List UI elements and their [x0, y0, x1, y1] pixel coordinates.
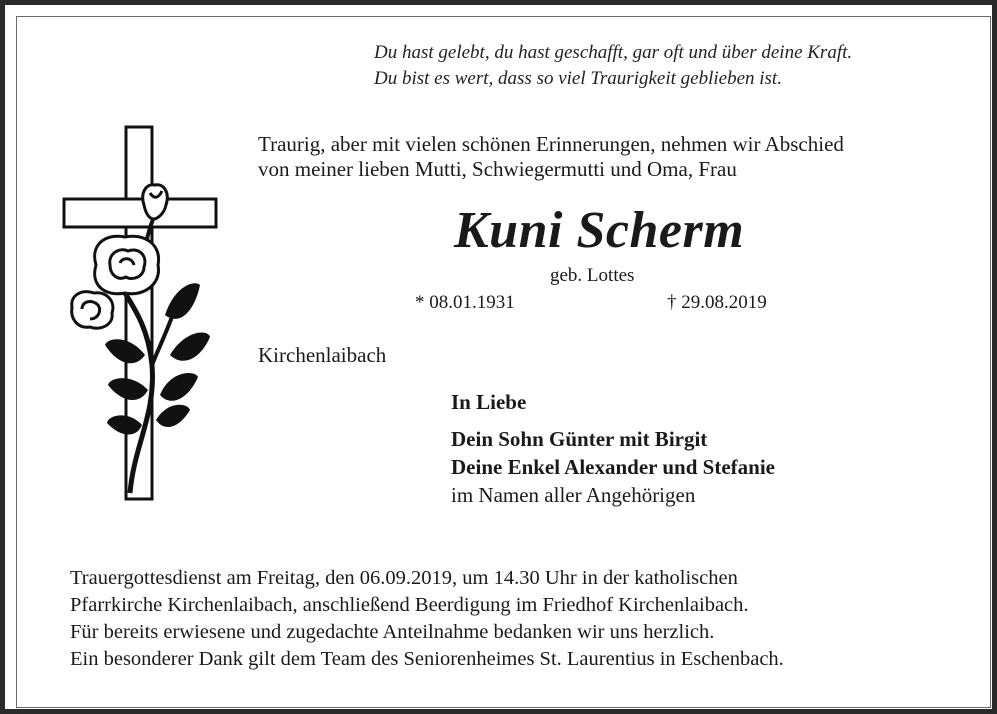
mourners-heading: In Liebe [451, 390, 527, 414]
mourner-grandchildren: Deine Enkel Alexander und Stefanie [451, 455, 775, 479]
death-date: † 29.08.2019 [667, 292, 767, 313]
intro-line-1: Traurig, aber mit vielen schönen Erinnerungen, nehmen wir Abschied [258, 132, 844, 156]
birth-date: * 08.01.1931 [415, 292, 515, 313]
service-line-2: Pfarrkirche Kirchenlaibach, anschließend Beerdigung im Friedhof Kirchenlaibach. [70, 594, 749, 616]
service-line-4: Ein besonderer Dank gilt dem Team des Seniorenheimes St. Laurentius in Eschenbach. [70, 648, 784, 670]
maiden-name: geb. Lottes [550, 265, 635, 286]
deceased-name: Kuni Scherm [454, 202, 745, 259]
place-name: Kirchenlaibach [258, 343, 387, 367]
motto-line-1: Du hast gelebt, du hast geschafft, gar oft und über deine Kraft. [374, 42, 853, 63]
mourner-son: Dein Sohn Günter mit Birgit [451, 427, 708, 451]
cross-with-roses-icon [60, 115, 220, 505]
service-line-1: Trauergottesdienst am Freitag, den 06.09.2019, um 14.30 Uhr in der katholischen [70, 567, 738, 589]
mourners-behalf: im Namen aller Angehörigen [451, 483, 696, 507]
service-line-3: Für bereits erwiesene und zugedachte Anteilnahme bedanken wir uns herzlich. [70, 621, 715, 643]
intro-line-2: von meiner lieben Mutti, Schwiegermutti und Oma, Frau [258, 157, 737, 181]
motto-line-2: Du bist es wert, dass so viel Traurigkeit geblieben ist. [374, 68, 782, 89]
